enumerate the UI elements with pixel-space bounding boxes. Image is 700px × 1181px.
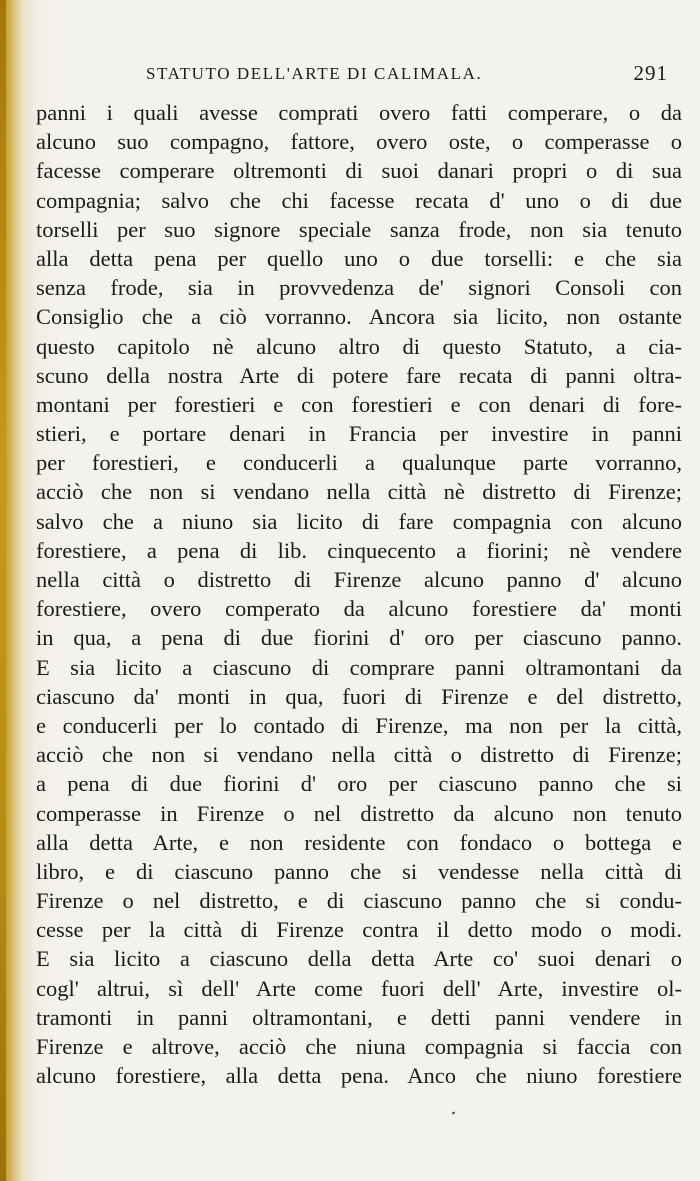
text-line: cogl' altrui, sì dell' Arte come fuori dell' Arte, investire ol- [36, 975, 682, 1001]
text-line: Consiglio che a ciò vorranno. Ancora sia licito, non ostante [36, 304, 682, 330]
text-line: stieri, e portare denari in Francia per investire in panni [36, 421, 682, 447]
text-line: torselli per suo signore speciale sanza frode, non sia tenuto [36, 216, 682, 242]
text-line: per forestieri, e conducerli a qualunque parte vorranno, [36, 450, 682, 476]
text-line: montani per forestieri e con forestieri e con denari di fore- [36, 391, 682, 417]
text-line: E sia licito a ciascuno della detta Arte co' suoi denari o [36, 946, 682, 972]
text-line: senza frode, sia in provvedenza de' signori Consoli con [36, 275, 682, 301]
text-line: alcuno suo compagno, fattore, overo oste, o comperasse o [36, 129, 682, 155]
text-line: nella città o distretto di Firenze alcuno panno d' alcuno [36, 567, 682, 592]
text-line: in qua, a pena di due fiorini d' oro per ciascuno panno. [36, 625, 682, 651]
text-line: libro, e di ciascuno panno che si vendesse nella città di [36, 858, 682, 884]
text-line: alcuno forestiere, alla detta pena. Anco che niuno forestiere [36, 1063, 682, 1089]
page-header [36, 61, 682, 88]
text-line: tramonti in panni oltramontani, e detti panni vendere in [36, 1004, 682, 1030]
text-line: alla detta pena per quello uno o due torselli: e che sia [36, 245, 682, 271]
text-line: forestiere, overo comperato da alcuno forestiere da' monti [36, 596, 682, 622]
running-title: STATUTO DELL'ARTE DI CALIMALA. [146, 64, 483, 83]
text-line: alla detta Arte, e non residente con fondaco o bottega e [36, 829, 682, 855]
text-line: ciascuno da' monti in qua, fuori di Firenze e del distretto, [36, 683, 682, 709]
text-line: forestiere, a pena di lib. cinquecento a fiorini; nè vendere [36, 537, 682, 563]
text-line: a pena di due fiorini d' oro per ciascuno panno che si [36, 771, 682, 797]
text-line: Firenze o nel distretto, e di ciascuno panno che si condu- [36, 888, 682, 914]
text-line: panni i quali avesse comprati overo fatti comperare, o da [36, 100, 682, 125]
text-line: e conducerli per lo contado di Firenze, ma non per la città, [36, 712, 682, 738]
text-line: E sia licito a ciascuno di comprare panni oltramontani da [36, 654, 682, 680]
page-number: 291 [633, 61, 668, 85]
text-line: Firenze e altrove, acciò che niuna compagnia si faccia con [36, 1034, 682, 1059]
text-line: salvo che a niuno sia licito di fare compagnia con alcuno [36, 508, 682, 534]
page-binding-edge [0, 0, 6, 1181]
text-line: cesse per la città di Firenze contra il detto modo o modi. [36, 917, 682, 943]
text-line: acciò che non si vendano nella città nè distretto di Firenze; [36, 479, 682, 505]
text-line: compagnia; salvo che chi facesse recata d' uno o di due [36, 187, 682, 213]
body-text [36, 98, 682, 1090]
text-line: acciò che non si vendano nella città o distretto di Firenze; [36, 742, 682, 768]
text-line: scuno della nostra Arte di potere fare recata di panni oltra- [36, 362, 682, 388]
text-line: comperasse in Firenze o nel distretto da alcuno non tenuto [36, 800, 682, 826]
text-line: facesse comperare oltremonti di suoi danari propri o di sua [36, 158, 682, 184]
text-line: questo capitolo nè alcuno altro di questo Statuto, a cia- [36, 333, 682, 359]
paper-speck [452, 1111, 456, 1114]
